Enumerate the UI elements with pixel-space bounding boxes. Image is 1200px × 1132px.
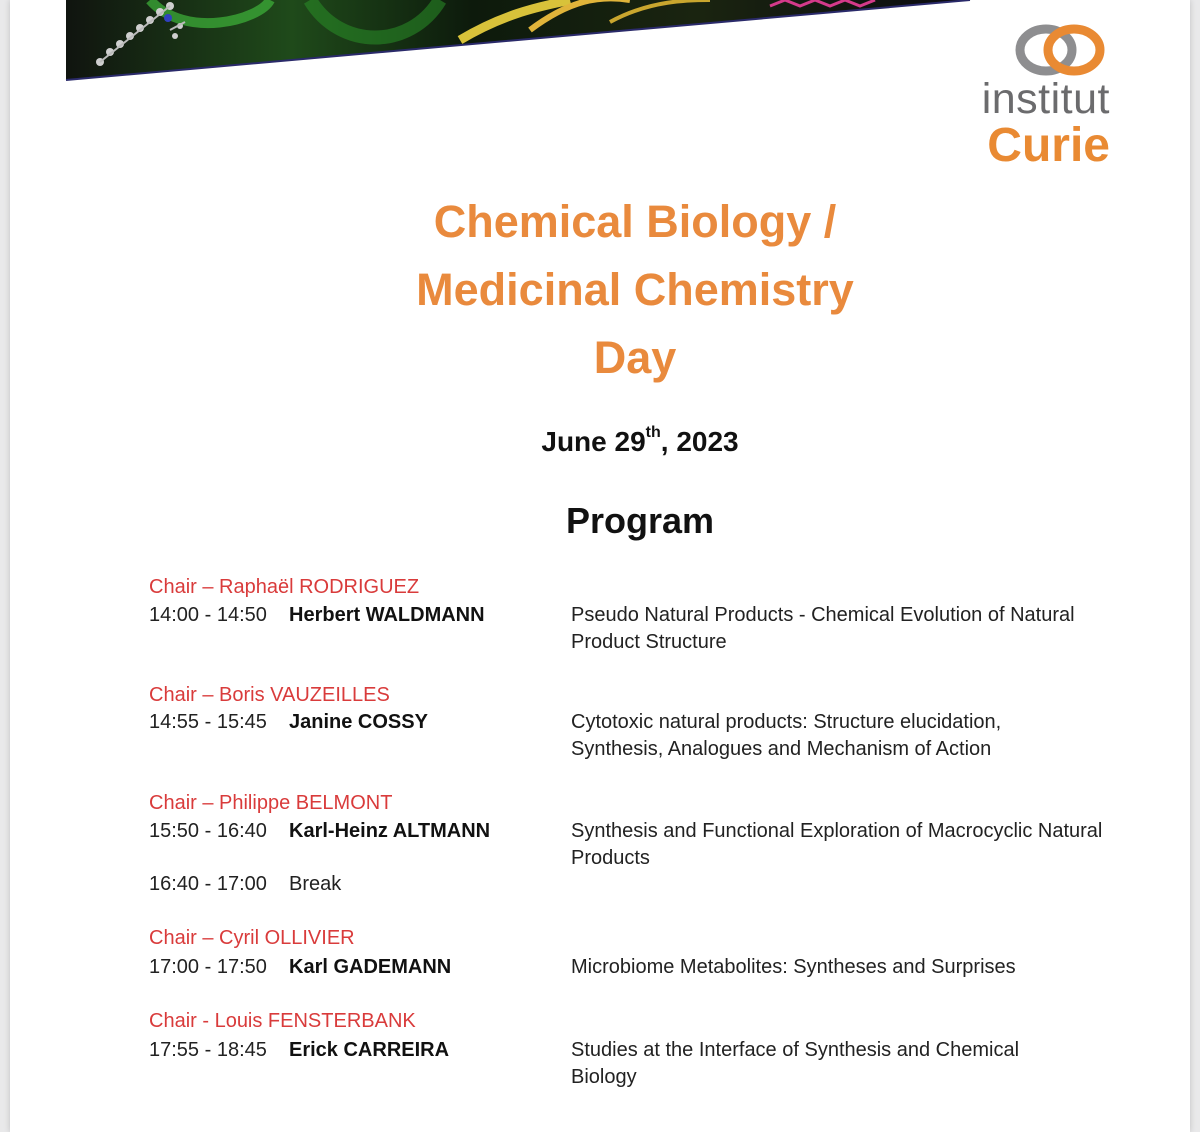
talk-line: Synthesis, Analogues and Mechanism of Action: [571, 738, 992, 760]
talk-line: Synthesis and Functional Exploration of Macrocyclic Natural: [571, 820, 1103, 842]
title-line-3: Day: [593, 332, 677, 383]
date-year: , 2023: [660, 426, 739, 457]
talk-line: Studies at the Interface of Synthesis and Chemical: [571, 1039, 1020, 1061]
talk-line: Microbiome Metabolites: Syntheses and Surprises: [571, 956, 1016, 978]
talk-line: Products: [571, 847, 650, 869]
session-4-speaker: Karl GADEMANN: [289, 956, 452, 978]
session-5-time: 17:55 - 18:45: [149, 1039, 267, 1061]
event-title: [340, 188, 930, 392]
session-5-chair: Chair - Louis FENSTERBANK: [149, 1010, 416, 1032]
date-ordinal: th: [645, 424, 661, 441]
event-date: [440, 424, 840, 458]
session-5-talk: [571, 1037, 1131, 1091]
session-5-speaker: Erick CARREIRA: [289, 1039, 450, 1061]
session-1-talk: [571, 602, 1131, 656]
talk-line: Biology: [571, 1066, 637, 1088]
logo-text-institut: institut: [981, 75, 1110, 123]
logo-rings-icon: [1012, 22, 1108, 78]
date-day: June 29: [541, 426, 646, 457]
session-1-speaker: Herbert WALDMANN: [289, 604, 485, 626]
talk-line: Cytotoxic natural products: Structure elucidation,: [571, 711, 1002, 733]
session-2-speaker: Janine COSSY: [289, 711, 428, 733]
session-1-time: 14:00 - 14:50: [149, 604, 267, 626]
title-line-2: Medicinal Chemistry: [416, 264, 854, 315]
session-2-time: 14:55 - 15:45: [149, 711, 267, 733]
session-1-chair: Chair – Raphaël RODRIGUEZ: [149, 576, 420, 598]
session-2-talk: [571, 709, 1131, 763]
session-4-talk: [571, 954, 1131, 981]
title-line-1: Chemical Biology /: [433, 196, 837, 247]
talk-line: Product Structure: [571, 631, 727, 653]
session-3-speaker: Karl-Heinz ALTMANN: [289, 820, 491, 842]
talk-line: Pseudo Natural Products - Chemical Evolution of Natural: [571, 604, 1075, 626]
break-time: 16:40 - 17:00: [149, 873, 267, 895]
session-2-chair: Chair – Boris VAUZEILLES: [149, 684, 390, 706]
session-3-time: 15:50 - 16:40: [149, 820, 267, 842]
program-heading: Program: [565, 500, 715, 541]
document-page: [10, 0, 1190, 1132]
session-3-chair: Chair – Philippe BELMONT: [149, 792, 393, 814]
break-label: Break: [289, 873, 342, 895]
session-4-time: 17:00 - 17:50: [149, 956, 267, 978]
logo-text-curie: Curie: [987, 119, 1110, 172]
session-4-chair: Chair – Cyril OLLIVIER: [149, 927, 355, 949]
session-3-talk: [571, 818, 1131, 872]
institut-curie-logo: [940, 22, 1110, 172]
